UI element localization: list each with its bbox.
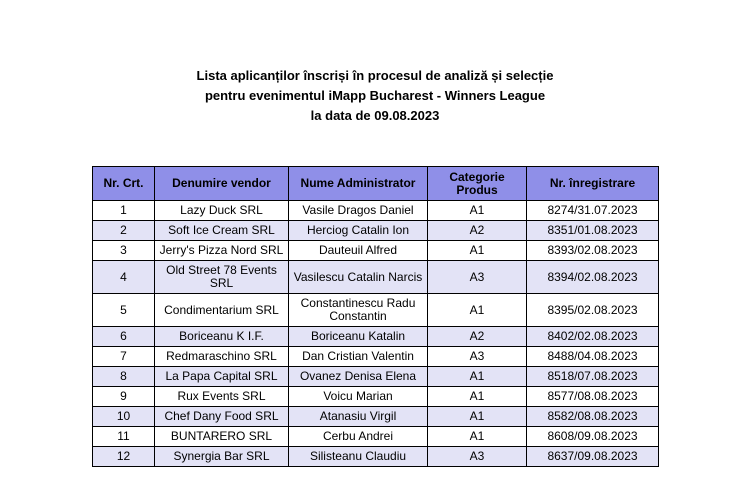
header-category: Categorie Produs <box>428 167 527 201</box>
table-row <box>93 367 659 387</box>
cell-admin: Ovanez Denisa Elena <box>289 367 428 387</box>
cell-reg: 8518/07.08.2023 <box>527 367 659 387</box>
cell-nr: 7 <box>93 347 155 367</box>
table-row <box>93 347 659 367</box>
cell-admin: Silisteanu Claudiu <box>289 447 428 467</box>
cell-vendor: Soft Ice Cream SRL <box>155 221 289 241</box>
document-title <box>0 66 750 126</box>
cell-admin: Herciog Catalin Ion <box>289 221 428 241</box>
cell-admin: Cerbu Andrei <box>289 427 428 447</box>
cell-category: A1 <box>428 367 527 387</box>
cell-admin: Vasilescu Catalin Narcis <box>289 261 428 294</box>
cell-admin: Dan Cristian Valentin <box>289 347 428 367</box>
cell-reg: 8577/08.08.2023 <box>527 387 659 407</box>
cell-category: A1 <box>428 427 527 447</box>
cell-category: A1 <box>428 407 527 427</box>
cell-nr: 12 <box>93 447 155 467</box>
cell-vendor: Redmaraschino SRL <box>155 347 289 367</box>
table-row <box>93 427 659 447</box>
header-admin: Nume Administrator <box>289 167 428 201</box>
cell-reg: 8274/31.07.2023 <box>527 201 659 221</box>
cell-admin: Vasile Dragos Daniel <box>289 201 428 221</box>
cell-nr: 9 <box>93 387 155 407</box>
title-line-3: la data de 09.08.2023 <box>310 108 440 123</box>
cell-reg: 8608/09.08.2023 <box>527 427 659 447</box>
cell-nr: 6 <box>93 327 155 347</box>
cell-admin: Voicu Marian <box>289 387 428 407</box>
header-nr: Nr. Crt. <box>93 167 155 201</box>
table-row <box>93 201 659 221</box>
cell-reg: 8582/08.08.2023 <box>527 407 659 427</box>
cell-category: A1 <box>428 201 527 221</box>
cell-vendor: Lazy Duck SRL <box>155 201 289 221</box>
header-reg: Nr. înregistrare <box>527 167 659 201</box>
cell-reg: 8394/02.08.2023 <box>527 261 659 294</box>
cell-nr: 10 <box>93 407 155 427</box>
cell-reg: 8402/02.08.2023 <box>527 327 659 347</box>
table-header-row <box>93 167 659 201</box>
title-line-2: pentru evenimentul iMapp Bucharest - Winners League <box>204 88 546 103</box>
header-vendor: Denumire vendor <box>155 167 289 201</box>
table-row <box>93 294 659 327</box>
cell-vendor: Condimentarium SRL <box>155 294 289 327</box>
cell-reg: 8637/09.08.2023 <box>527 447 659 467</box>
applicants-table <box>92 166 659 467</box>
cell-category: A1 <box>428 387 527 407</box>
table-row <box>93 447 659 467</box>
cell-nr: 5 <box>93 294 155 327</box>
cell-nr: 4 <box>93 261 155 294</box>
cell-category: A3 <box>428 447 527 467</box>
cell-reg: 8488/04.08.2023 <box>527 347 659 367</box>
cell-admin: Boriceanu Katalin <box>289 327 428 347</box>
table-row <box>93 327 659 347</box>
cell-category: A2 <box>428 221 527 241</box>
cell-nr: 1 <box>93 201 155 221</box>
table-row <box>93 241 659 261</box>
table-row <box>93 221 659 241</box>
cell-vendor: Synergia Bar SRL <box>155 447 289 467</box>
cell-vendor: La Papa Capital SRL <box>155 367 289 387</box>
cell-vendor: BUNTARERO SRL <box>155 427 289 447</box>
cell-admin: Constantinescu Radu Constantin <box>289 294 428 327</box>
table-row <box>93 387 659 407</box>
cell-category: A1 <box>428 294 527 327</box>
cell-vendor: Rux Events SRL <box>155 387 289 407</box>
cell-vendor: Chef Dany Food SRL <box>155 407 289 427</box>
cell-category: A2 <box>428 327 527 347</box>
table-row <box>93 261 659 294</box>
cell-vendor: Boriceanu K I.F. <box>155 327 289 347</box>
cell-reg: 8393/02.08.2023 <box>527 241 659 261</box>
table-row <box>93 407 659 427</box>
cell-nr: 2 <box>93 221 155 241</box>
cell-nr: 3 <box>93 241 155 261</box>
cell-category: A1 <box>428 241 527 261</box>
cell-nr: 8 <box>93 367 155 387</box>
cell-category: A3 <box>428 261 527 294</box>
cell-admin: Dauteuil Alfred <box>289 241 428 261</box>
cell-vendor: Old Street 78 Events SRL <box>155 261 289 294</box>
cell-reg: 8351/01.08.2023 <box>527 221 659 241</box>
cell-reg: 8395/02.08.2023 <box>527 294 659 327</box>
cell-category: A3 <box>428 347 527 367</box>
title-line-1: Lista aplicanților înscriși în procesul de analiză și selecție <box>196 68 554 83</box>
cell-vendor: Jerry's Pizza Nord SRL <box>155 241 289 261</box>
cell-admin: Atanasiu Virgil <box>289 407 428 427</box>
cell-nr: 11 <box>93 427 155 447</box>
